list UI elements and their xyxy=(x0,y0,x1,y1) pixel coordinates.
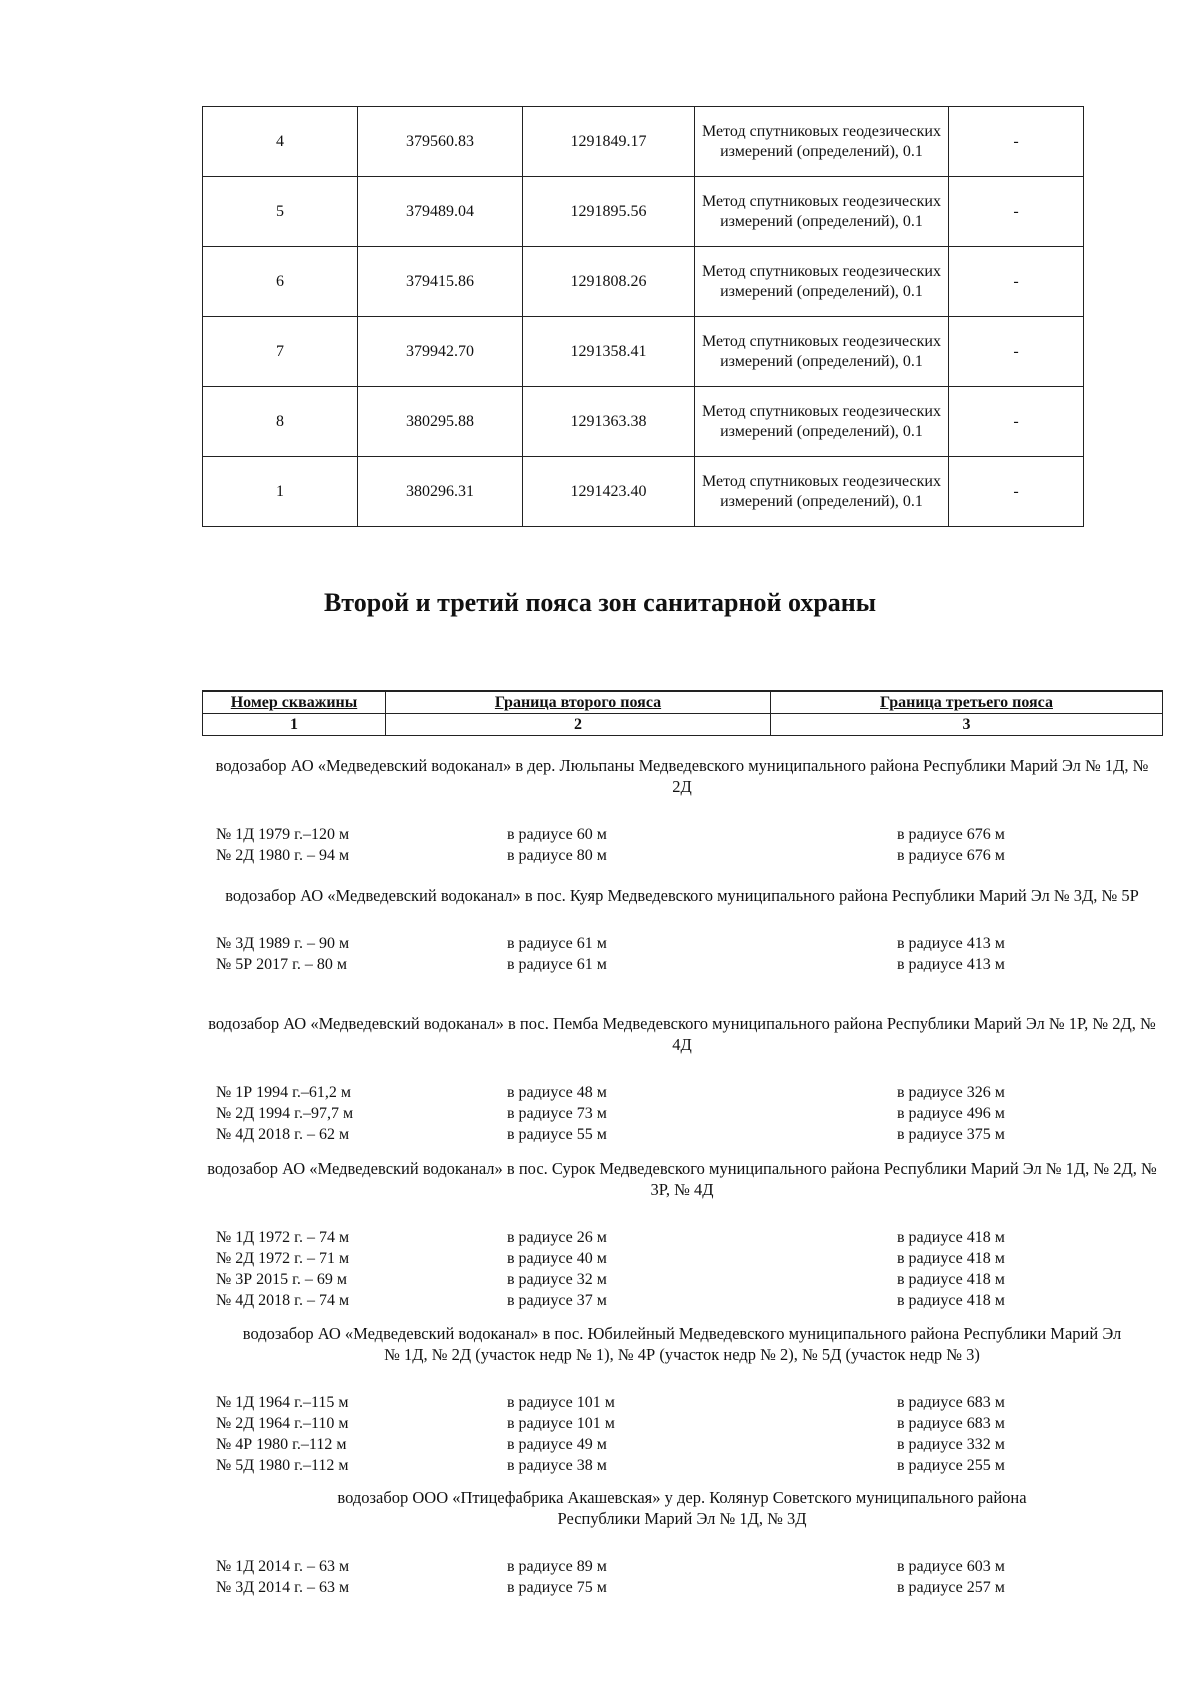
third-zone-value: в радиусе 603 м xyxy=(897,1558,1005,1575)
column-number-row xyxy=(203,714,1163,736)
well-label: № 3Р 2015 г. – 69 м xyxy=(216,1271,348,1288)
third-zone-value: в радиусе 418 м xyxy=(897,1250,1005,1267)
second-zone-value: в радиусе 38 м xyxy=(507,1457,607,1474)
list-item xyxy=(202,1269,1162,1290)
note-cell: - xyxy=(949,457,1084,527)
well-label: № 4Д 2018 г. – 62 м xyxy=(216,1126,350,1143)
well-label: № 4Р 1980 г.–112 м xyxy=(216,1436,347,1453)
second-zone-value: в радиусе 80 м xyxy=(507,847,607,864)
third-zone-value: в радиусе 418 м xyxy=(897,1292,1005,1309)
second-zone-value: в радиусе 40 м xyxy=(507,1250,607,1267)
well-label: № 5Р 2017 г. – 80 м xyxy=(216,956,348,973)
second-zone-value: в радиусе 73 м xyxy=(507,1105,607,1122)
list-item xyxy=(202,954,1162,975)
list-item xyxy=(202,1455,1162,1476)
third-zone-value: в радиусе 683 м xyxy=(897,1394,1005,1411)
well-label: № 1Д 1972 г. – 74 м xyxy=(216,1229,350,1246)
second-zone-value: в радиусе 61 м xyxy=(507,935,607,952)
well-list xyxy=(202,1392,1162,1476)
second-zone-value: в радиусе 75 м xyxy=(507,1579,607,1596)
intake-section xyxy=(202,755,1162,866)
second-zone-value: в радиусе 60 м xyxy=(507,826,607,843)
coordinate-x: 379560.83 xyxy=(358,107,523,177)
third-zone-value: в радиусе 257 м xyxy=(897,1579,1005,1596)
list-item xyxy=(202,1556,1162,1577)
third-zone-value: в радиусе 676 м xyxy=(897,826,1005,843)
second-zone-value: в радиусе 101 м xyxy=(507,1415,615,1432)
method-cell: Метод спутниковых геодезических измерений (определений), 0.1 xyxy=(695,317,949,387)
section-title: водозабор АО «Медведевский водоканал» в пос. Пемба Медведевского муниципального района Республики Марий Эл № 1Р, № 2Д, № 4Д xyxy=(208,1014,1156,1054)
second-zone-value: в радиусе 26 м xyxy=(507,1229,607,1246)
third-zone-value: в радиусе 676 м xyxy=(897,847,1005,864)
coordinate-y: 1291358.41 xyxy=(523,317,695,387)
zones-header-table xyxy=(202,690,1163,736)
coordinate-x: 379489.04 xyxy=(358,177,523,247)
well-list xyxy=(202,824,1162,866)
method-cell: Метод спутниковых геодезических измерений (определений), 0.1 xyxy=(695,247,949,317)
column-number: 3 xyxy=(771,714,1163,736)
well-label: № 1Д 1979 г.–120 м xyxy=(216,826,350,843)
list-item xyxy=(202,1248,1162,1269)
table-row xyxy=(203,107,1084,177)
coordinate-x: 379415.86 xyxy=(358,247,523,317)
well-label: № 3Д 1989 г. – 90 м xyxy=(216,935,350,952)
coordinate-y: 1291849.17 xyxy=(523,107,695,177)
section-title: водозабор ООО «Птицефабрика Акашевская» у дер. Колянур Советского муниципального района Республики Марий Эл № 1Д, № 3Д xyxy=(337,1488,1027,1528)
note-cell: - xyxy=(949,177,1084,247)
list-item xyxy=(202,1577,1162,1598)
intake-section xyxy=(202,1487,1162,1598)
well-label: № 4Д 2018 г. – 74 м xyxy=(216,1292,350,1309)
third-zone-value: в радиусе 413 м xyxy=(897,935,1005,952)
method-cell: Метод спутниковых геодезических измерений (определений), 0.1 xyxy=(695,177,949,247)
point-number: 6 xyxy=(203,247,358,317)
note-cell: - xyxy=(949,247,1084,317)
well-label: № 2Д 1980 г. – 94 м xyxy=(216,847,350,864)
third-zone-value: в радиусе 255 м xyxy=(897,1457,1005,1474)
well-label: № 2Д 1972 г. – 71 м xyxy=(216,1250,350,1267)
table-row xyxy=(203,387,1084,457)
column-number: 1 xyxy=(203,714,386,736)
section-title: водозабор АО «Медведевский водоканал» в пос. Юбилейный Медведевского муниципального района Республики Марий Эл № 1Д, № 2Д (участок недр № 1), № 4Р (участок недр № 2), № 5Д (участок недр № 3) xyxy=(242,1324,1122,1364)
second-zone-value: в радиусе 61 м xyxy=(507,956,607,973)
third-zone-value: в радиусе 418 м xyxy=(897,1229,1005,1246)
list-item xyxy=(202,933,1162,954)
coordinate-y: 1291895.56 xyxy=(523,177,695,247)
list-item xyxy=(202,1227,1162,1248)
well-label: № 1Д 2014 г. – 63 м xyxy=(216,1558,350,1575)
intake-section xyxy=(202,1323,1162,1476)
intake-section xyxy=(202,1158,1162,1311)
well-label: № 1Р 1994 г.–61,2 м xyxy=(216,1084,352,1101)
third-zone-value: в радиусе 375 м xyxy=(897,1126,1005,1143)
third-zone-value: в радиусе 332 м xyxy=(897,1436,1005,1453)
method-cell: Метод спутниковых геодезических измерений (определений), 0.1 xyxy=(695,457,949,527)
method-cell: Метод спутниковых геодезических измерений (определений), 0.1 xyxy=(695,387,949,457)
page-title: Второй и третий пояса зон санитарной охраны xyxy=(323,588,877,617)
coordinate-y: 1291423.40 xyxy=(523,457,695,527)
intake-section xyxy=(202,1013,1162,1145)
table-header-row xyxy=(203,691,1163,714)
list-item xyxy=(202,1103,1162,1124)
third-zone-value: в радиусе 683 м xyxy=(897,1415,1005,1432)
list-item xyxy=(202,1434,1162,1455)
well-list xyxy=(202,1556,1162,1598)
list-item xyxy=(202,1124,1162,1145)
list-item xyxy=(202,1290,1162,1311)
table-row xyxy=(203,317,1084,387)
second-zone-value: в радиусе 89 м xyxy=(507,1558,607,1575)
column-header-second-zone: Граница второго пояса xyxy=(386,691,771,714)
well-label: № 3Д 2014 г. – 63 м xyxy=(216,1579,350,1596)
table-row xyxy=(203,247,1084,317)
second-zone-value: в радиусе 55 м xyxy=(507,1126,607,1143)
method-cell: Метод спутниковых геодезических измерений (определений), 0.1 xyxy=(695,107,949,177)
note-cell: - xyxy=(949,387,1084,457)
third-zone-value: в радиусе 326 м xyxy=(897,1084,1005,1101)
well-label: № 5Д 1980 г.–112 м xyxy=(216,1457,349,1474)
point-number: 5 xyxy=(203,177,358,247)
second-zone-value: в радиусе 37 м xyxy=(507,1292,607,1309)
second-zone-value: в радиусе 49 м xyxy=(507,1436,607,1453)
note-cell: - xyxy=(949,107,1084,177)
point-number: 7 xyxy=(203,317,358,387)
coordinate-x: 380295.88 xyxy=(358,387,523,457)
well-list xyxy=(202,1082,1162,1145)
second-zone-value: в радиусе 48 м xyxy=(507,1084,607,1101)
point-number: 1 xyxy=(203,457,358,527)
coordinate-y: 1291363.38 xyxy=(523,387,695,457)
list-item xyxy=(202,1413,1162,1434)
list-item xyxy=(202,1082,1162,1103)
note-cell: - xyxy=(949,317,1084,387)
column-header-well: Номер скважины xyxy=(203,691,386,714)
well-list xyxy=(202,933,1162,975)
third-zone-value: в радиусе 413 м xyxy=(897,956,1005,973)
coordinates-table xyxy=(202,106,1084,527)
well-label: № 1Д 1964 г.–115 м xyxy=(216,1394,349,1411)
list-item xyxy=(202,824,1162,845)
coordinate-x: 379942.70 xyxy=(358,317,523,387)
second-zone-value: в радиусе 32 м xyxy=(507,1271,607,1288)
table-row xyxy=(203,457,1084,527)
third-zone-value: в радиусе 496 м xyxy=(897,1105,1005,1122)
section-title: водозабор АО «Медведевский водоканал» в пос. Куяр Медведевского муниципального района Республики Марий Эл № 3Д, № 5Р xyxy=(225,886,1139,905)
column-header-third-zone: Граница третьего пояса xyxy=(771,691,1163,714)
section-title: водозабор АО «Медведевский водоканал» в пос. Сурок Медведевского муниципального района Республики Марий Эл № 1Д, № 2Д, № 3Р, № 4Д xyxy=(207,1159,1157,1199)
column-number: 2 xyxy=(386,714,771,736)
third-zone-value: в радиусе 418 м xyxy=(897,1271,1005,1288)
point-number: 4 xyxy=(203,107,358,177)
intake-section xyxy=(202,885,1162,975)
list-item xyxy=(202,1392,1162,1413)
well-label: № 2Д 1964 г.–110 м xyxy=(216,1415,349,1432)
second-zone-value: в радиусе 101 м xyxy=(507,1394,615,1411)
well-list xyxy=(202,1227,1162,1311)
table-row xyxy=(203,177,1084,247)
point-number: 8 xyxy=(203,387,358,457)
section-title: водозабор АО «Медведевский водоканал» в дер. Люльпаны Медведевского муниципального района Республики Марий Эл № 1Д, № 2Д xyxy=(215,756,1149,796)
coordinate-x: 380296.31 xyxy=(358,457,523,527)
well-label: № 2Д 1994 г.–97,7 м xyxy=(216,1105,354,1122)
list-item xyxy=(202,845,1162,866)
coordinate-y: 1291808.26 xyxy=(523,247,695,317)
